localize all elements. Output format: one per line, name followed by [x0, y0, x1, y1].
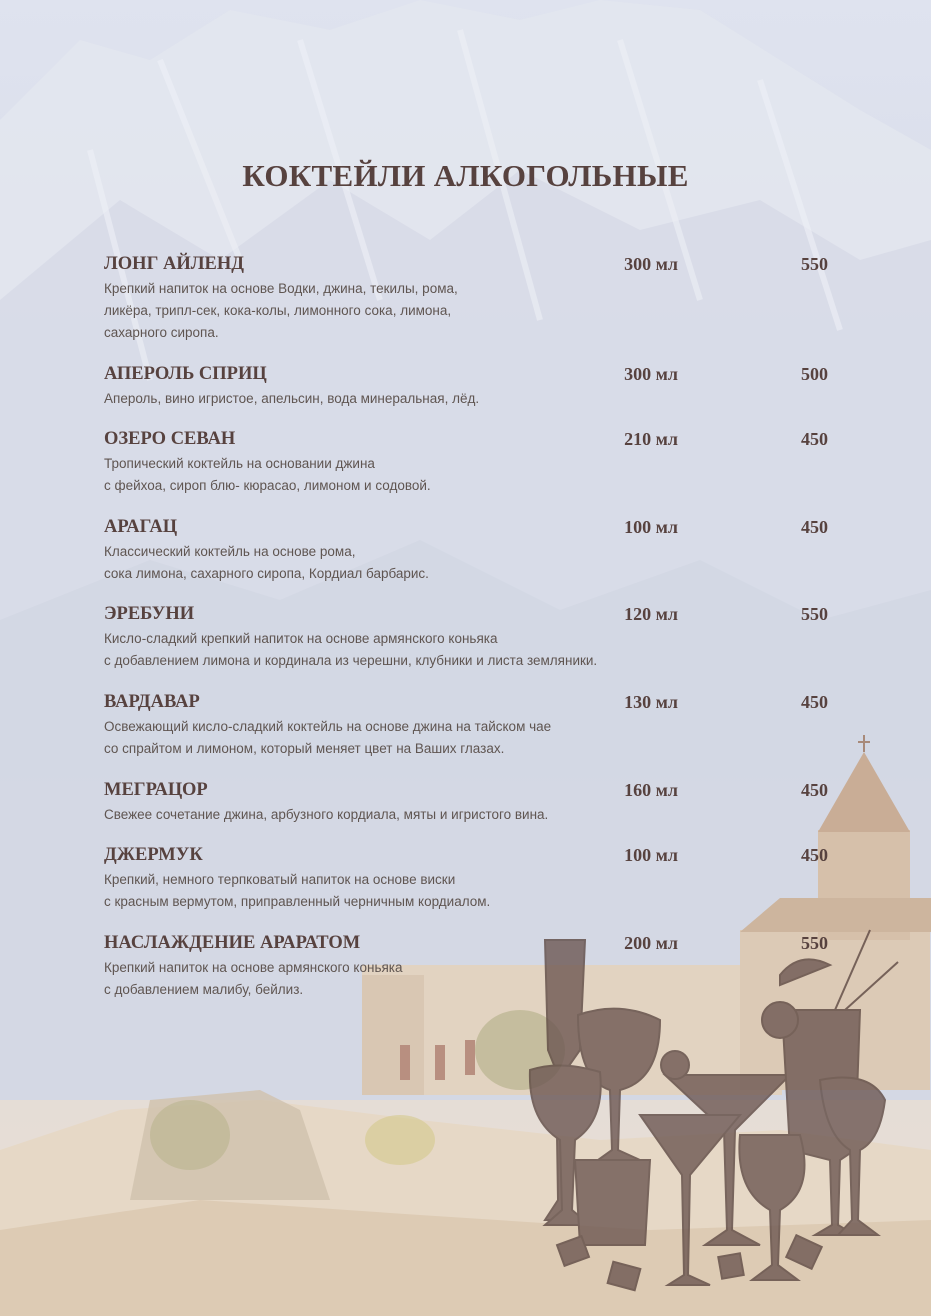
item-description — [104, 453, 828, 497]
description-line: с красным вермутом, приправленный черничным кордиалом. — [104, 894, 491, 909]
menu-item-header — [104, 692, 828, 716]
item-price: 550 — [801, 933, 828, 953]
description-line: Крепкий напиток на основе Водки, джина, текилы, рома, — [104, 281, 458, 296]
description-line: Свежее сочетание джина, арбузного кордиала, мяты и игристого вина. — [104, 807, 549, 822]
item-volume: 120 мл — [624, 604, 678, 624]
item-description — [104, 804, 828, 826]
description-line: с добавлением малибу, бейлиз. — [104, 982, 304, 997]
item-description — [104, 716, 828, 760]
description-line: сока лимона, сахарного сиропа, Кордиал барбарис. — [104, 566, 429, 581]
description-line: Крепкий напиток на основе армянского коньяка — [104, 960, 403, 975]
menu-item — [104, 364, 828, 410]
description-line: Кисло-сладкий крепкий напиток на основе армянского коньяка — [104, 631, 498, 646]
item-description — [104, 388, 828, 410]
item-volume: 300 мл — [624, 364, 678, 384]
item-price: 500 — [801, 364, 828, 384]
item-price: 450 — [801, 429, 828, 449]
item-price: 550 — [801, 604, 828, 624]
item-name: ЛОНГ АЙЛЕНД — [104, 254, 244, 274]
item-description — [104, 541, 828, 585]
menu-item-header — [104, 364, 828, 388]
item-volume: 100 мл — [624, 845, 678, 865]
menu-item-header — [104, 845, 828, 869]
item-name: АРАГАЦ — [104, 517, 178, 537]
menu-title: КОКТЕЙЛИ АЛКОГОЛЬНЫЕ — [242, 158, 689, 193]
menu-item — [104, 845, 828, 913]
menu-item — [104, 604, 828, 672]
description-line: с добавлением лимона и кординала из черешни, клубники и листа земляники. — [104, 653, 598, 668]
item-name: ОЗЕРО СЕВАН — [104, 429, 236, 449]
item-price: 450 — [801, 780, 828, 800]
item-name: АПЕРОЛЬ СПРИЦ — [104, 364, 267, 384]
item-volume: 210 мл — [624, 429, 678, 449]
item-description — [104, 278, 828, 344]
menu-item-header — [104, 604, 828, 628]
item-name: ВАРДАВАР — [104, 692, 200, 712]
item-volume: 200 мл — [624, 933, 678, 953]
item-volume: 160 мл — [624, 780, 678, 800]
description-line: сахарного сиропа. — [104, 325, 219, 340]
description-line: Апероль, вино игристое, апельсин, вода минеральная, лёд. — [104, 391, 480, 406]
menu-item — [104, 254, 828, 344]
menu-item — [104, 429, 828, 497]
item-name: ДЖЕРМУК — [104, 845, 203, 865]
item-name: МЕГРАЦОР — [104, 780, 208, 800]
item-description — [104, 957, 828, 1001]
item-volume: 300 мл — [624, 254, 678, 274]
description-line: Тропический коктейль на основании джина — [104, 456, 375, 471]
item-price: 450 — [801, 845, 828, 865]
description-line: Крепкий, немного терпковатый напиток на основе виски — [104, 872, 456, 887]
menu-item — [104, 692, 828, 760]
menu-item-header — [104, 517, 828, 541]
description-line: ликёра, трипл-сек, кока-колы, лимонного сока, лимона, — [104, 303, 452, 318]
item-volume: 130 мл — [624, 692, 678, 712]
menu-item — [104, 780, 828, 826]
item-price: 450 — [801, 692, 828, 712]
menu-item — [104, 517, 828, 585]
menu-item-header — [104, 933, 828, 957]
item-price: 450 — [801, 517, 828, 537]
item-name: ЭРЕБУНИ — [104, 604, 195, 624]
menu-item-header — [104, 429, 828, 453]
menu-item-header — [104, 254, 828, 278]
menu-item — [104, 933, 828, 1001]
item-description — [104, 628, 828, 672]
description-line: с фейхоа, сироп блю- кюрасао, лимоном и содовой. — [104, 478, 431, 493]
description-line: Освежающий кисло-сладкий коктейль на основе джина на тайском чае — [104, 719, 552, 734]
item-volume: 100 мл — [624, 517, 678, 537]
description-line: со спрайтом и лимоном, который меняет цвет на Ваших глазах. — [104, 741, 505, 756]
description-line: Классический коктейль на основе рома, — [104, 544, 356, 559]
item-name: НАСЛАЖДЕНИЕ АРАРАТОМ — [104, 933, 361, 953]
menu-item-header — [104, 780, 828, 804]
item-price: 550 — [801, 254, 828, 274]
item-description — [104, 869, 828, 913]
